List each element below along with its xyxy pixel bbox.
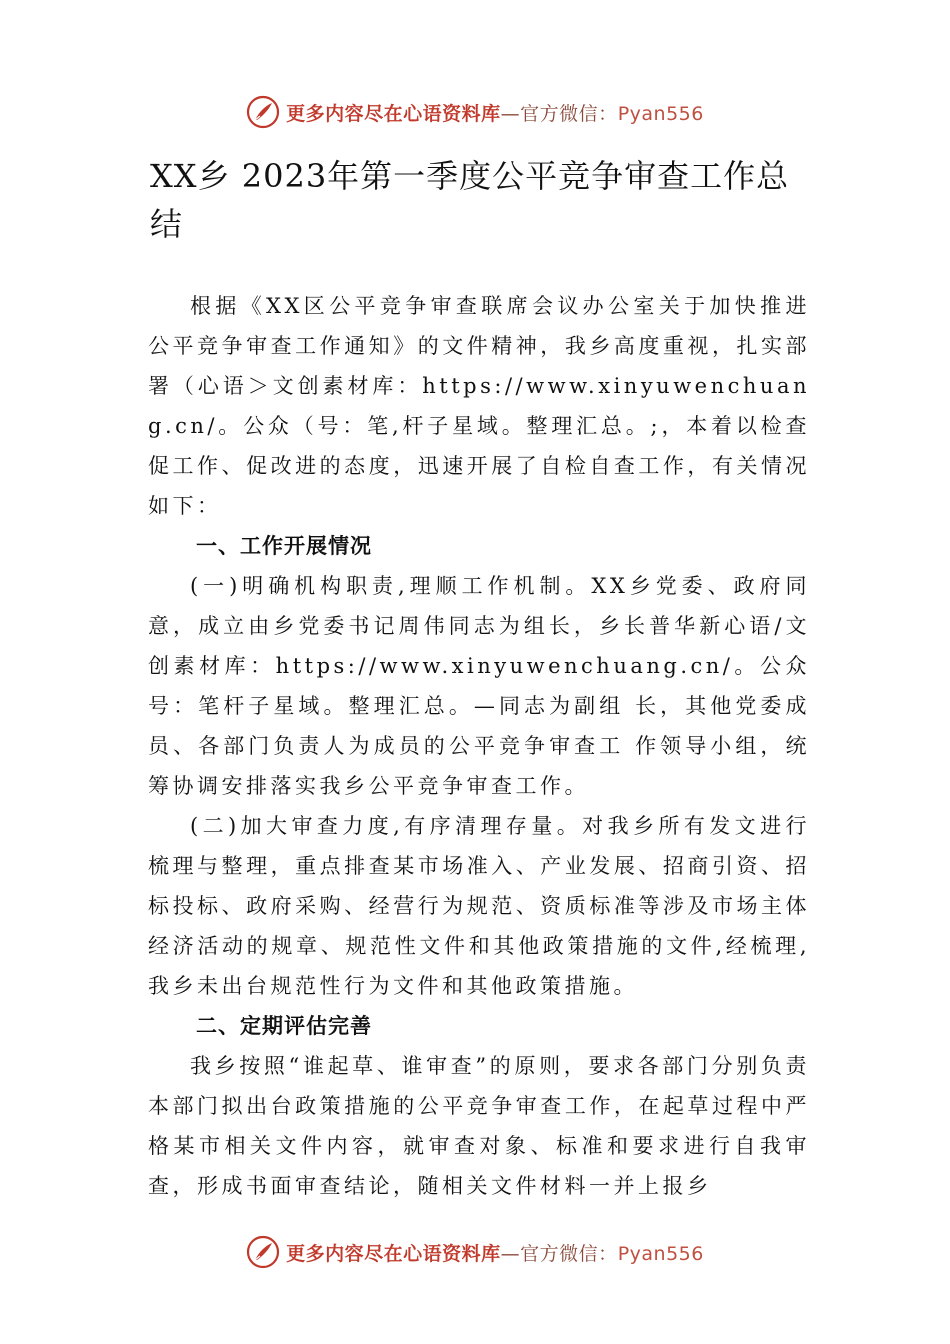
watermark-text	[286, 1239, 704, 1266]
section-heading-periodic-evaluation: 二、定期评估完善	[196, 1014, 372, 1038]
paragraph-who-drafts-reviews: 我乡按照“谁起草、谁审查”的原则，要求各部门分别负责本部门拟出台政策措施的公平竞争审查工作，在起草过程中严格某市相关文件内容，就审查对象、标准和要求进行自我审查，形成书面审查结论，随相关文件材料一并上报乡	[148, 1054, 810, 1198]
section-heading-work-status: 一、工作开展情况	[196, 534, 372, 558]
watermark-banner-top	[0, 92, 950, 132]
paragraph-review-intensity: (二)加大审查力度,有序清理存量。对我乡所有发文进行梳理与整理，重点排查某市场准入、产业发展、招商引资、招标投标、政府采购、经营行为规范、资质标准等涉及市场主体经济活动的规章、规范性文件和其他政策措施的文件,经梳理,我乡未出台规范性行为文件和其他政策措施。	[148, 814, 810, 998]
watermark-text	[286, 99, 704, 126]
watermark-wechat-id: Pyan556	[617, 1242, 704, 1265]
watermark-wechat-id: Pyan556	[617, 102, 704, 125]
watermark-banner-bottom	[0, 1232, 950, 1272]
watermark-separator: —	[500, 1242, 521, 1265]
document-body	[148, 286, 810, 1206]
paragraph-intro: 根据《XX区公平竞争审查联席会议办公室关于加快推进公平竞争审查工作通知》的文件精神，我乡高度重视，扎实部署（心语＞文创素材库：https://www.xinyuwenchuang.cn/。公众（号：笔,杆子星域。整理汇总。;，本着以检查促工作、促改进的态度，迅速开展了自检自查工作，有关情况如下：	[148, 294, 810, 518]
paragraph-clarify-duties: (一)明确机构职责,理顺工作机制。XX乡党委、政府同意，成立由乡党委书记周伟同志为组长，乡长普华新心语/文创素材库：https://www.xinyuwenchuang.cn/。公众号：笔杆子星域。整理汇总。—同志为副组 长，其他党委成员、各部门负责人为成员的公平竞争审查工 作领导小组，统筹协调安排落实我乡公平竞争审查工作。	[148, 574, 810, 798]
watermark-site: 更多内容尽在心语资料库	[286, 1242, 501, 1265]
watermark-label: 官方微信：	[520, 1242, 618, 1265]
watermark-label: 官方微信：	[520, 102, 618, 125]
document-title: XX乡 2023年第一季度公平竞争审查工作总结	[150, 157, 790, 243]
watermark-site: 更多内容尽在心语资料库	[286, 102, 501, 125]
watermark-separator: —	[500, 102, 521, 125]
quill-seal-icon	[246, 1235, 280, 1269]
quill-seal-icon	[246, 95, 280, 129]
